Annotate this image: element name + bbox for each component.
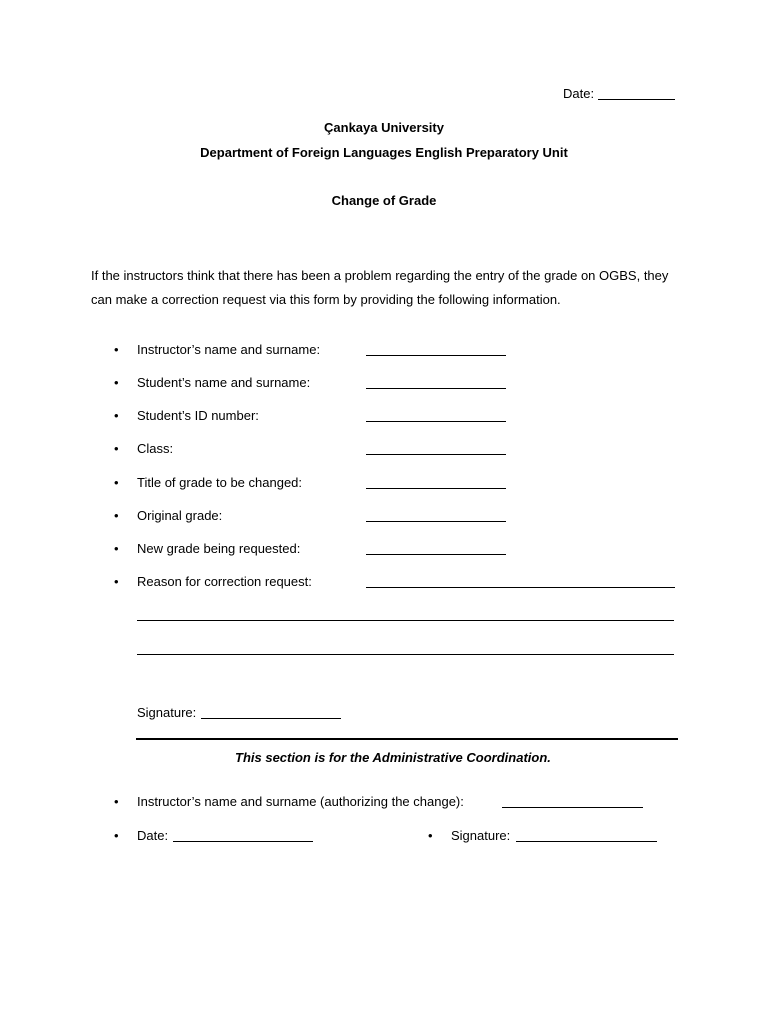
field-line-class[interactable] bbox=[366, 454, 506, 455]
field-line-student-id[interactable] bbox=[366, 421, 506, 422]
bullet-icon: • bbox=[114, 342, 119, 357]
intro-line-2: can make a correction request via this form by providing the following information. bbox=[91, 292, 561, 307]
field-label-student-id: Student’s ID number: bbox=[137, 408, 259, 423]
bullet-icon: • bbox=[114, 508, 119, 523]
bullet-icon: • bbox=[114, 794, 119, 809]
date-label: Date: bbox=[563, 86, 595, 101]
reason-continuation-line-1[interactable] bbox=[137, 620, 674, 621]
field-line-new-grade[interactable] bbox=[366, 554, 506, 555]
date-field-line[interactable] bbox=[598, 99, 675, 100]
field-label-new-grade: New grade being requested: bbox=[137, 541, 301, 556]
admin-section-heading: This section is for the Administrative Coordination. bbox=[235, 750, 551, 765]
admin-authorizer-field-line[interactable] bbox=[502, 807, 643, 808]
field-line-reason[interactable] bbox=[366, 587, 675, 588]
field-label-student-name: Student’s name and surname: bbox=[137, 375, 311, 390]
bullet-icon: • bbox=[114, 441, 119, 456]
intro-line-1: If the instructors think that there has been a problem regarding the entry of the grade on OGBS, they bbox=[91, 268, 669, 283]
department-name: Department of Foreign Languages English Preparatory Unit bbox=[200, 145, 568, 160]
field-label-class: Class: bbox=[137, 441, 174, 456]
section-divider bbox=[136, 738, 678, 740]
admin-date-label: Date: bbox=[137, 828, 169, 843]
bullet-icon: • bbox=[114, 541, 119, 556]
signature-label: Signature: bbox=[137, 705, 197, 720]
bullet-icon: • bbox=[114, 828, 119, 843]
reason-continuation-line-2[interactable] bbox=[137, 654, 674, 655]
admin-signature-label: Signature: bbox=[451, 828, 511, 843]
university-name: Çankaya University bbox=[324, 120, 444, 135]
bullet-icon: • bbox=[114, 475, 119, 490]
field-label-instructor-name: Instructor’s name and surname: bbox=[137, 342, 321, 357]
field-label-grade-title: Title of grade to be changed: bbox=[137, 475, 303, 490]
bullet-icon: • bbox=[428, 828, 433, 843]
admin-signature-field-line[interactable] bbox=[516, 841, 657, 842]
field-line-original-grade[interactable] bbox=[366, 521, 506, 522]
form-title: Change of Grade bbox=[331, 193, 437, 208]
field-line-instructor-name[interactable] bbox=[366, 355, 506, 356]
field-line-student-name[interactable] bbox=[366, 388, 506, 389]
field-label-original-grade: Original grade: bbox=[137, 508, 223, 523]
bullet-icon: • bbox=[114, 375, 119, 390]
signature-field-line[interactable] bbox=[201, 718, 341, 719]
field-label-reason: Reason for correction request: bbox=[137, 574, 312, 589]
bullet-icon: • bbox=[114, 574, 119, 589]
field-line-grade-title[interactable] bbox=[366, 488, 506, 489]
bullet-icon: • bbox=[114, 408, 119, 423]
admin-date-field-line[interactable] bbox=[173, 841, 313, 842]
admin-authorizer-label: Instructor’s name and surname (authorizing the change): bbox=[137, 794, 464, 809]
